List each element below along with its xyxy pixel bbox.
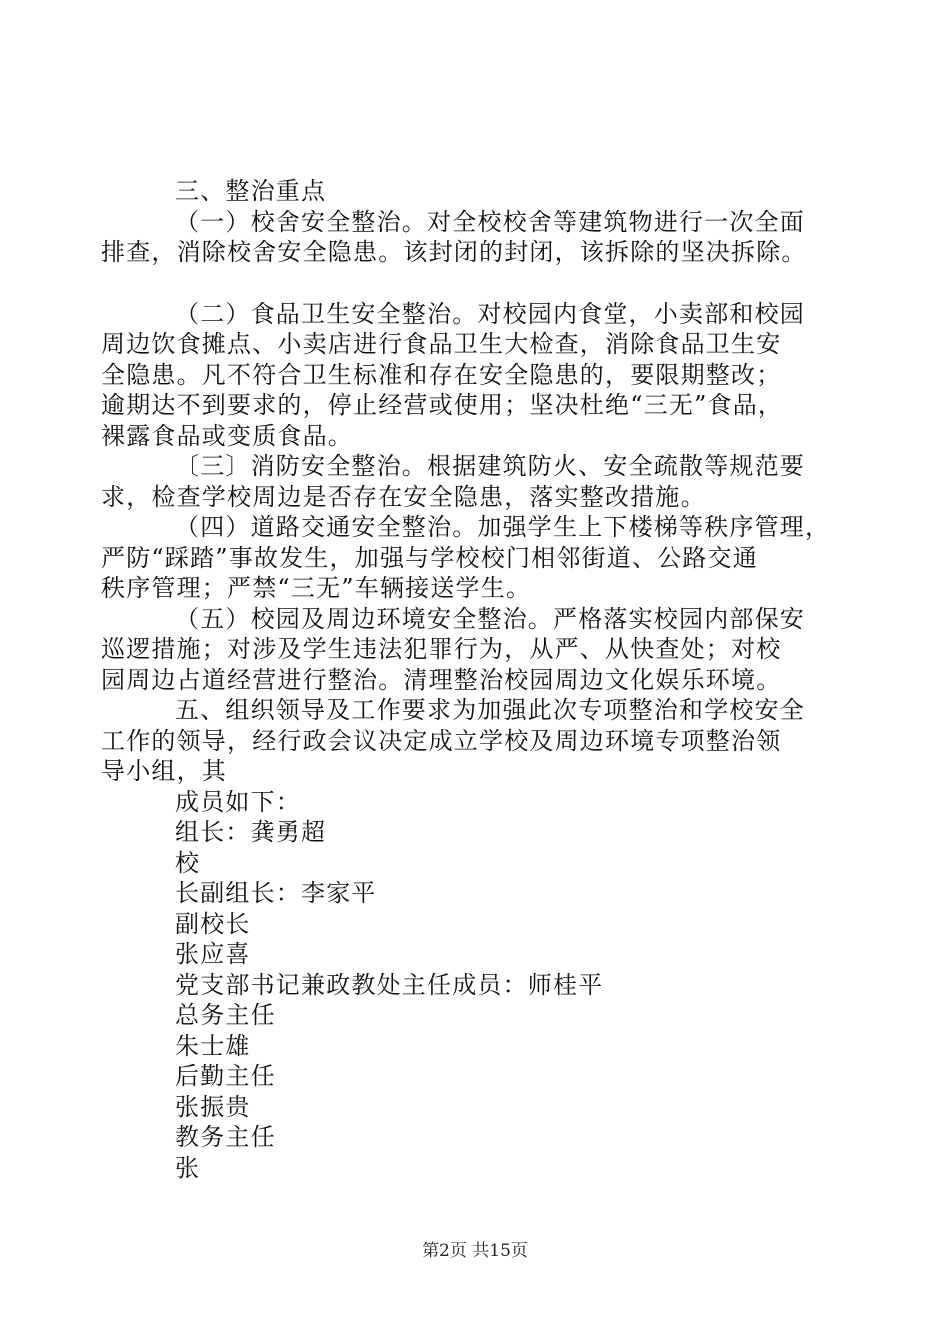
member-list-line: 成员如下： bbox=[175, 787, 301, 816]
section-heading-5: 五、组织领导及工作要求为加强此次专项整治和学校安全 bbox=[175, 696, 805, 724]
member-list-line: 张 bbox=[175, 1153, 201, 1182]
member-list-line: 长副组长：李家平 bbox=[175, 879, 377, 907]
paragraph-line: 导小组，其 bbox=[101, 757, 227, 785]
member-list-line: 校 bbox=[175, 848, 201, 877]
paragraph-line: （一）校舍安全整治。对全校校舍等建筑物进行一次全面 bbox=[175, 207, 805, 236]
paragraph-line: （四）道路交通安全整治。加强学生上下楼梯等秩序管理， bbox=[175, 513, 831, 541]
paragraph-line: （二）食品卫生安全整治。对校园内食堂，小卖部和校园 bbox=[175, 299, 805, 328]
member-list-line: 后勤主任 bbox=[175, 1062, 276, 1090]
member-list-line: 组长：龚勇超 bbox=[175, 818, 327, 846]
member-list-line: 朱士雄 bbox=[175, 1031, 251, 1060]
page-number-footer: 第2页 共15页 bbox=[422, 1241, 528, 1261]
paragraph-line: 巡逻措施；对涉及学生违法犯罪行为，从严、从快查处；对校 bbox=[101, 635, 782, 663]
paragraph-line: 秩序管理；严禁“三无”车辆接送学生。 bbox=[101, 574, 532, 602]
member-list-line: 党支部书记兼政教处主任成员：师桂平 bbox=[175, 970, 604, 999]
document-body bbox=[101, 176, 861, 1183]
paragraph-line: 求，检查学校周边是否存在安全隐患，落实整改措施。 bbox=[101, 482, 706, 511]
member-list-line: 张振贵 bbox=[175, 1092, 251, 1121]
member-list-line: 教务主任 bbox=[175, 1123, 276, 1151]
paragraph-line: 排查，消除校舍安全隐患。该封闭的封闭，该拆除的坚决拆除。 bbox=[101, 238, 807, 266]
member-list-line: 总务主任 bbox=[175, 1001, 276, 1029]
paragraph-gap bbox=[101, 268, 861, 299]
paragraph-line: 园周边占道经营进行整治。清理整治校园周边文化娱乐环境。 bbox=[101, 665, 782, 694]
member-list-line: 张应喜 bbox=[175, 940, 251, 968]
member-list-line: 副校长 bbox=[175, 909, 251, 938]
paragraph-line: 〔三〕消防安全整治。根据建筑防火、安全疏散等规范要 bbox=[175, 452, 805, 480]
paragraph-line: 工作的领导，经行政会议决定成立学校及周边环境专项整治领 bbox=[101, 726, 782, 755]
paragraph-line: 严防“踩踏”事故发生，加强与学校校门相邻街道、公路交通 bbox=[101, 543, 758, 572]
section-heading-3: 三、整治重点 bbox=[175, 177, 327, 205]
paragraph-line: 周边饮食摊点、小卖店进行食品卫生大检查，消除食品卫生安 bbox=[101, 330, 782, 358]
paragraph-line: （五）校园及周边环境安全整治。严格落实校园内部保安 bbox=[175, 604, 805, 633]
paragraph-line: 逾期达不到要求的，停止经营或使用；坚决杜绝“三无”食品， bbox=[101, 391, 784, 419]
paragraph-line: 裸露食品或变质食品。 bbox=[101, 421, 353, 450]
paragraph-line: 全隐患。凡不符合卫生标准和存在安全隐患的，要限期整改； bbox=[101, 360, 782, 389]
